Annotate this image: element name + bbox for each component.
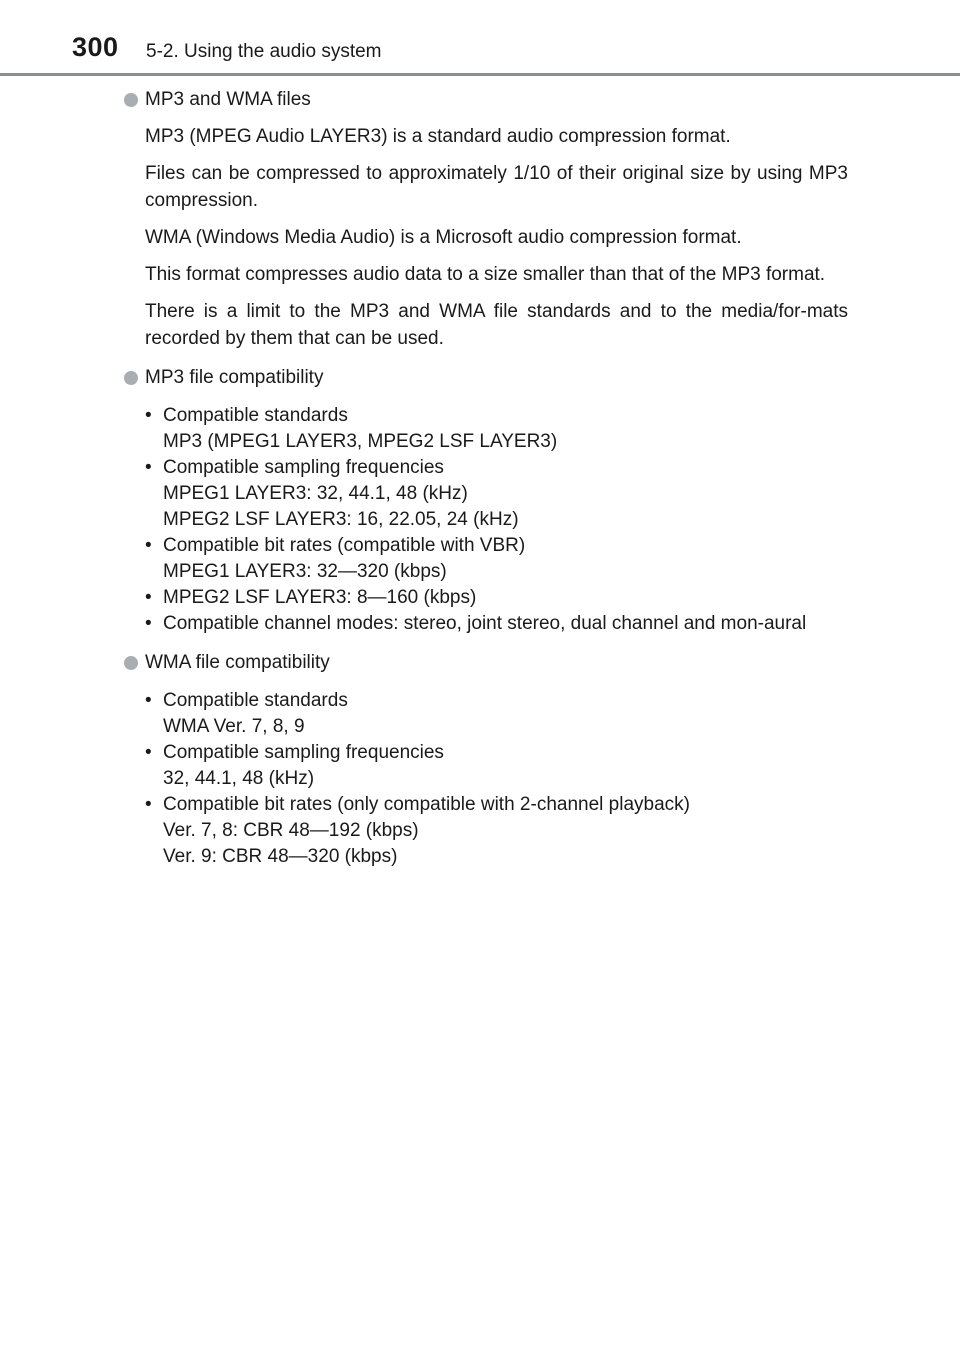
list-item-text: Compatible sampling frequencies [163,742,444,763]
list-item-text: Compatible standards [163,690,348,711]
list-item [0,740,848,792]
section-title: 5-2. Using the audio system [146,41,382,62]
list-item-detail: MPEG1 LAYER3: 32—320 (kbps) [163,561,447,582]
list-item-detail: WMA Ver. 7, 8, 9 [163,716,305,737]
list-item [0,585,848,611]
section-heading-text: MP3 and WMA files [145,89,311,110]
bullet-mark: • [145,742,152,763]
list-item-text: MPEG2 LSF LAYER3: 8—160 (kbps) [163,587,477,608]
list-item-detail: 32, 44.1, 48 (kHz) [163,768,315,789]
list-item-detail: MP3 (MPEG1 LAYER3, MPEG2 LSF LAYER3) [163,431,558,452]
list-item-text: Compatible sampling frequencies [163,457,444,478]
section-heading-text: MP3 file compatibility [145,367,324,388]
section-heading-text: WMA file compatibility [145,652,330,673]
section-mp3-compatibility [0,364,960,637]
bullet-mark: • [145,613,152,634]
bullet-mark: • [145,690,152,711]
paragraph: WMA (Windows Media Audio) is a Microsoft audio compression format. [145,227,742,248]
page-header [0,0,960,80]
list-item [0,455,848,533]
compatibility-list [0,688,960,870]
paragraph: This format compresses audio data to a size smaller than that of the MP3 format. [145,264,826,285]
list-item [0,533,848,585]
compatibility-list [0,403,960,637]
bullet-mark: • [145,405,152,426]
list-item-text: Compatible bit rates (compatible with VBR) [163,535,526,556]
list-item [0,792,848,870]
list-item [0,688,848,740]
section-heading [0,649,960,676]
section-heading [0,364,960,391]
header-divider [0,73,960,76]
list-item-detail: Ver. 9: CBR 48—320 (kbps) [163,846,398,867]
bullet-mark: • [145,457,152,478]
list-item-text: Compatible standards [163,405,348,426]
bullet-dot-icon [124,656,138,670]
paragraph: Files can be compressed to approximately 1/10 of their original size by using MP3 compression. [145,163,848,211]
bullet-dot-icon [124,371,138,385]
bullet-mark: • [145,587,152,608]
section-mp3-wma [0,86,960,352]
page-content [0,86,960,870]
list-item-detail: MPEG2 LSF LAYER3: 16, 22.05, 24 (kHz) [163,509,519,530]
list-item-detail: Ver. 7, 8: CBR 48—192 (kbps) [163,820,419,841]
list-item-text: Compatible channel modes: stereo, joint stereo, dual channel and mon-aural [163,613,807,634]
list-item-detail: MPEG1 LAYER3: 32, 44.1, 48 (kHz) [163,483,468,504]
page-number: 300 [72,32,119,62]
paragraph: There is a limit to the MP3 and WMA file standards and to the media/for-mats recorded by them that can be used. [145,301,848,349]
list-item [0,611,848,637]
bullet-mark: • [145,535,152,556]
list-item [0,403,848,455]
bullet-mark: • [145,794,152,815]
bullet-dot-icon [124,93,138,107]
section-wma-compatibility [0,649,960,870]
paragraph: MP3 (MPEG Audio LAYER3) is a standard audio compression format. [145,126,731,147]
list-item-text: Compatible bit rates (only compatible with 2-channel playback) [163,794,690,815]
section-heading [0,86,960,113]
